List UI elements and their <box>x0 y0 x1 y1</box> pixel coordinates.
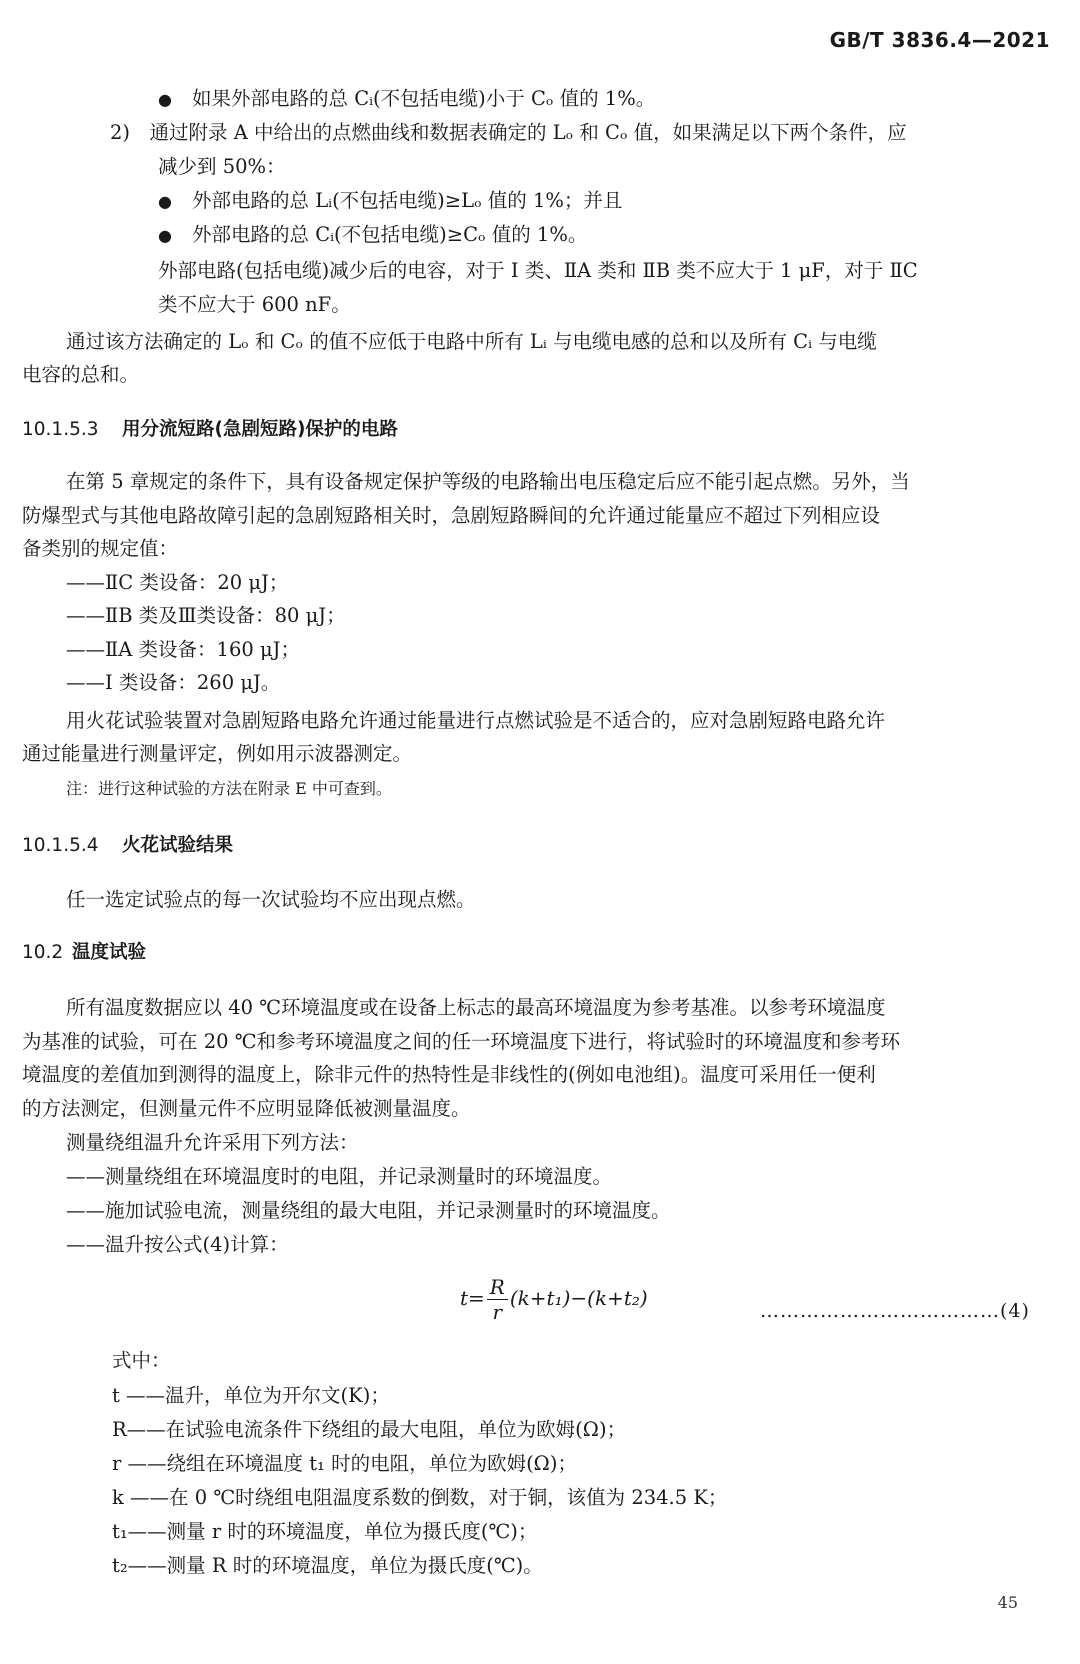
bullet-item: ● 外部电路的总 Cᵢ(不包括电缆)≥Cₒ 值的 1%。 <box>158 222 587 249</box>
page-number: 45 <box>997 1593 1018 1612</box>
section-heading: 10.2 温度试验 <box>22 942 147 963</box>
bullet-item: ● 外部电路的总 Lᵢ(不包括电缆)≥Lₒ 值的 1%；并且 <box>158 188 622 215</box>
paragraph-line: 通过能量进行测量评定，例如用示波器测定。 <box>22 742 413 765</box>
fraction: $\frac{R}{r}$ <box>487 1275 508 1324</box>
bullet-icon: ● <box>158 90 172 109</box>
bullet-icon: ● <box>158 192 172 211</box>
paragraph-line: 电容的总和。 <box>22 363 140 386</box>
section-heading: 10.1.5.3 用分流短路(急剧短路)保护的电路 <box>22 419 398 440</box>
list-item-2: 2) 通过附录 A 中给出的点燃曲线和数据表确定的 Lₒ 和 Cₒ 值，如果满足以下两个条件，应 <box>110 121 907 144</box>
dash-list-item: ——ⅡB 类及Ⅲ类设备：80 μJ； <box>66 604 346 627</box>
standard-id: GB/T 3836.4—2021 <box>829 28 1050 52</box>
section-heading: 10.1.5.4 火花试验结果 <box>22 835 234 856</box>
dash-list-item: ——ⅡC 类设备：20 μJ； <box>66 571 289 594</box>
dash-list-item: ——ⅡA 类设备：160 μJ； <box>66 638 300 661</box>
bullet-item: ● 如果外部电路的总 Cᵢ(不包括电缆)小于 Cₒ 值的 1%。 <box>158 86 655 113</box>
dash-list-item: ——温升按公式(4)计算： <box>66 1233 289 1256</box>
where-label: 式中： <box>112 1349 171 1372</box>
formula-4: t= $\frac{R}{r}$ (k+t₁)−(k+t₂) <box>460 1275 648 1324</box>
dash-list-item: ——测量绕组在环境温度时的电阻，并记录测量时的环境温度。 <box>66 1165 613 1188</box>
variable-definition: R——在试验电流条件下绕组的最大电阻，单位为欧姆(Ω)； <box>112 1418 627 1441</box>
variable-definition: t₂——测量 R 时的环境温度，单位为摄氏度(℃)。 <box>112 1554 543 1577</box>
dash-list-item: ——施加试验电流，测量绕组的最大电阻，并记录测量时的环境温度。 <box>66 1199 671 1222</box>
variable-definition: t₁——测量 r 时的环境温度，单位为摄氏度(℃)； <box>112 1520 538 1543</box>
paragraph-line: 在第 5 章规定的条件下，具有设备规定保护等级的电路输出电压稳定后应不能引起点燃。另外，当 <box>66 470 910 493</box>
paragraph-line: 类不应大于 600 nF。 <box>158 293 351 316</box>
paragraph-line: 任一选定试验点的每一次试验均不应出现点燃。 <box>66 888 476 911</box>
paragraph-line: 所有温度数据应以 40 ℃环境温度或在设备上标志的最高环境温度为参考基准。以参考环境温度 <box>66 996 886 1019</box>
paragraph-line: 为基准的试验，可在 20 ℃和参考环境温度之间的任一环境温度下进行，将试验时的环境温度和参考环 <box>22 1030 901 1053</box>
variable-definition: r ——绕组在环境温度 t₁ 时的电阻，单位为欧姆(Ω)； <box>112 1452 577 1475</box>
variable-definition: k ——在 0 ℃时绕组电阻温度系数的倒数，对于铜，该值为 234.5 K； <box>112 1486 728 1509</box>
paragraph-line: 外部电路(包括电缆)减少后的电容，对于 Ⅰ 类、ⅡA 类和 ⅡB 类不应大于 1 μF，对于 ⅡC <box>158 259 918 282</box>
paragraph-line: 备类别的规定值： <box>22 537 179 560</box>
dash-list-item: ——Ⅰ 类设备：260 μJ。 <box>66 671 281 694</box>
bullet-icon: ● <box>158 226 172 245</box>
paragraph-line: 的方法测定，但测量元件不应明显降低被测量温度。 <box>22 1097 471 1120</box>
formula-number: ………………………………(4) <box>760 1300 1030 1322</box>
paragraph-line: 通过该方法确定的 Lₒ 和 Cₒ 的值不应低于电路中所有 Lᵢ 与电缆电感的总和以及所有 Cᵢ 与电缆 <box>66 330 877 353</box>
paragraph-line: 境温度的差值加到测得的温度上，除非元件的热特性是非线性的(例如电池组)。温度可采用任一便利 <box>22 1063 876 1086</box>
paragraph-line: 测量绕组温升允许采用下列方法： <box>66 1131 359 1154</box>
paragraph-line: 减少到 50%： <box>158 155 286 178</box>
note: 注：进行这种试验的方法在附录 E 中可查到。 <box>66 779 392 798</box>
paragraph-line: 防爆型式与其他电路故障引起的急剧短路相关时，急剧短路瞬间的允许通过能量应不超过下列相应设 <box>22 504 881 527</box>
variable-definition: t ——温升，单位为开尔文(K)； <box>112 1384 390 1407</box>
paragraph-line: 用火花试验装置对急剧短路电路允许通过能量进行点燃试验是不适合的，应对急剧短路电路允许 <box>66 709 886 732</box>
